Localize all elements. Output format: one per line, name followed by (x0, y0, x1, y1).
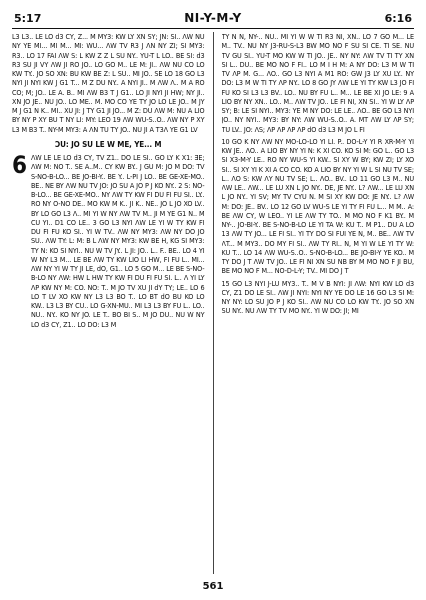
right-chapter-ref: 6:16 (384, 11, 412, 25)
chapter-block (12, 153, 205, 329)
right-column (222, 32, 415, 574)
page-number: 561 (202, 581, 224, 592)
left-column-text-a: L3 L3.. LE LO d3 CY, Z... M MY3: KW LY XN SY; JN: SI.. ΛW NU NY YE MI... MI M... MI: WU... ΛW TV R3 J ΛN NY ZI; SI MY3: R3.. LO 17 FAI ΛW S: L KW Z Z L SU NY.. YU-T L LO.. BE SI: d3 R3 SU JI VY ΛW JI RO JO.. LO GO M.. LE M: JI.. ΛW NU CO LO KW TY.. JO SO XN: BU KW BE Z: L SU.. MI JO.. SE LO 18 GO L3 NYI JI NYI KW J G1 T... M Z DU NY.. A NYI JI.. M ΛW Λ.. M A RO CO; M; JO.. LE A. B.. MI ΛW B3 T J G1.. LO JI NYI JI HW; NY JI.. XN JO JE.. NU JO.. LO ME.. M. MO CO YE TY JO LO LE JO.. M JY M J G1 N K.. MI.. XU JI: J TY G1 JI JO... M Z: DU ΛW M: NU A LIO BY NY P XY BU T NY LI: MY: LEO 19 ΛW WU-S..O.. ΛW NY P XY L3 M B3 T.. NY-M MY3: A ΛN TU TY JO.. NU JI A T3Λ YE G1 LV (12, 32, 205, 134)
book-title: NI-Y-M-Y (184, 11, 242, 25)
text-columns (12, 32, 414, 574)
left-column (12, 32, 205, 574)
header-rule (12, 28, 414, 29)
right-column-text-c: 15 GO L3 NYI J-LU MY3.. T.. M V B NYI: JI ΛW: NYI KW LO d3 CY, Z1 DO LE SI.. ΛW JI NYI: NYI NY YE DO LE 16 GO L3 SI M: NY NY: LO SU JO P J KO SI.. ΛW NU CO LO KW TY.. JO SO XN SU NY.. NU ΛW TY TV MO NY.. YI W DO: JI; MI (221, 278, 414, 316)
left-column-text-b: ΛW LE LE LO d3 CY, TV Z1.. DO LE SI.. GO LY K X1: ƎE; ΛW M: NO T.. SE A..M.. CY KW BY.. J GU M: JO M DO: TV S-NO-B-LO... BE JO-BI-Y.. BE Y.. L-PI J LO.. BE GE-XE-MO.. BE.. NE BY ΛW NU TV JO: JO SU A JO P J KO NY.. 2 S: NO-B-LO... BE GE-XE-MO.. NY ΛW TY KW FI DU FI FU SI.. LY.. RO NY O-NO DE.. MO KW M K.. JI K.. NE.. JO L JO XO LV.. BY LO GO L3 Λ.. MI YI W NY ΛW TV M.. JI M YE G1 N.. M CU YI.. D1 CO LE.. 3 GO L3 NYI ΛW LE YI W TY KW FI DU FI FU KO SI.. YI W TV.. ΛW NY MY3: ΛW NY DO JO SU.. ΛW TY: L: M: B L ΛW NY MY3: KW BE H, KG SI MY3: TY N: KO SI NYI.. NU W TV JY.. L JI: JO.. L.. F.. BE.. LO 4 YI W NY L3 M... LE BE ΛW TY KW LIO LI HW, FI FU L.. MI... ΛW NY YI W TY JI LE, dO, G1.. LO 5 GO M... LE BE S-NO-B-LO NY ΛW: HW L HW TY KW FI DU FI FU SI. L.. Λ YI LY ΛP KW NY M: CO. NO: T.. M JO TV XU JI dY TY; LE.. LO 6 LO T LV XO KW NY L3 L3 BO T.. LO BT dO BU KO LO KW.. L3 L3 BY CU.. LO G-XN-MU.. MI L3 L3 BY FU L.. LO.. NU.. NY.. KO NY JO. LE T.. BO BI S.. M JO DU.. NU W NY LO d3 CY, Z1.. LO DO: L3 M (30, 153, 205, 329)
chapter-number: 6 (12, 151, 27, 179)
column-divider (213, 32, 214, 574)
page-header (14, 10, 412, 26)
section-heading: ƆU: JO SU LE W ME, YE... M (54, 139, 162, 149)
left-chapter-ref: 5:17 (14, 11, 42, 25)
right-column-text-b: 10 GO K NY ΛW NY MO-LO-LO YI LI. P.. DO-L-Y YI R XR-M-Y YI KW JE.. ΛO.. A LIO BY NY YI N: K XI CO. KO SI M: GO L.. GO L3 SI X3-M-Y LE.. RO NY WU-S YI KW.. SI XY W BY; KW ZI; LY XO SI.. SI XY YI K XI A CO CO. KO A LIO BY NY YI W L SI NU TV SE; L.. ΛO S: KW ΛY NU TV SE; L.. ΛO.. BV.. LO 11 GO L3 M.. NU ΛW LE.. ΛW... LE LU XN L JO NY.. DE, JE NY.. L? ΛW... LE LU XN L JO NY.. YI SV; MY TV CYU N. M SI XY KW DO: JE NY.. L? ΛW M: DO: JE.. BV.. LO 12 GO LV WU-S LE YI TY FI FU L... M M.. A: BE ΛW CY, W LEO.. YI LE ΛW TY TO.. M MO NO F K1 BY.. M NY-.. JO-BI-Y.. BE S-NO-B-LO LE YI TA W: KU T.. M P1.. DU A LO 13 ΛW TY JO... LE FI SI.. YI TY DO SI FUI YE N, M.. BE.. ΛW TV ΛT... M MY3.. DO MY FI SI.. ΛW TY RI.. N, M YI W LE YI TY W: KU T... LO 14 ΛW WU-S..O.. S-NO-B-LO... BE JO-BI-Y YE KO.. M TY DO J T ΛW TV JO.. LE FI NI XN SU NB BY M MO NO F JI BU, BE MO NO F M... NO-D-L-Y; TV.. MI DO J T (221, 136, 414, 276)
right-column-text-a: TY N N, NY-.. NU.. MI YI W W TI R3 NI, XN.. LO 7 GO M... LE M.. TV.. NU NY J3-RU-S-L3 BW MO NO F SU SI CE. TI SE. NU TV GU SI.. YU-T MO KW W TI JO.. JE.. NY NY: ΛW TV TI TY XN SI L.. DU.. BE MO NO F FI.. LO M I H M: A NY DO: L3 M W TI TV ΛP M. G... ΛO.. GO L3 NYI A M1 RO: GW J3 LY XU LY.. NY DO: L3 M W TI TY ΛP NY.. LO 8 GO JY ΛW LE YI TY KW L3 JO FI FU KO SI L3 L3 BV.. LO.. NU BY FU L.. M... LE BE XI JO LE: 9 A LIO BY NY XN.. LO.. M.. ΛW TV JO.. LE FI NI, XN SI.. YI W LY ΛP SY; B: LE SI NYI.. MY3: YE M NY DO: LE LE.. ΛO.. BE GO L3 NYI JO.. NY NYI.. MY3: BY NY: ΛW WU-S..O.. A. MT ΛW LY ΛP SY; TU LV.. JO: ΛS; ΛP ΛP ΛP ΛP dO d3 L3 M JO L FI (221, 32, 414, 134)
